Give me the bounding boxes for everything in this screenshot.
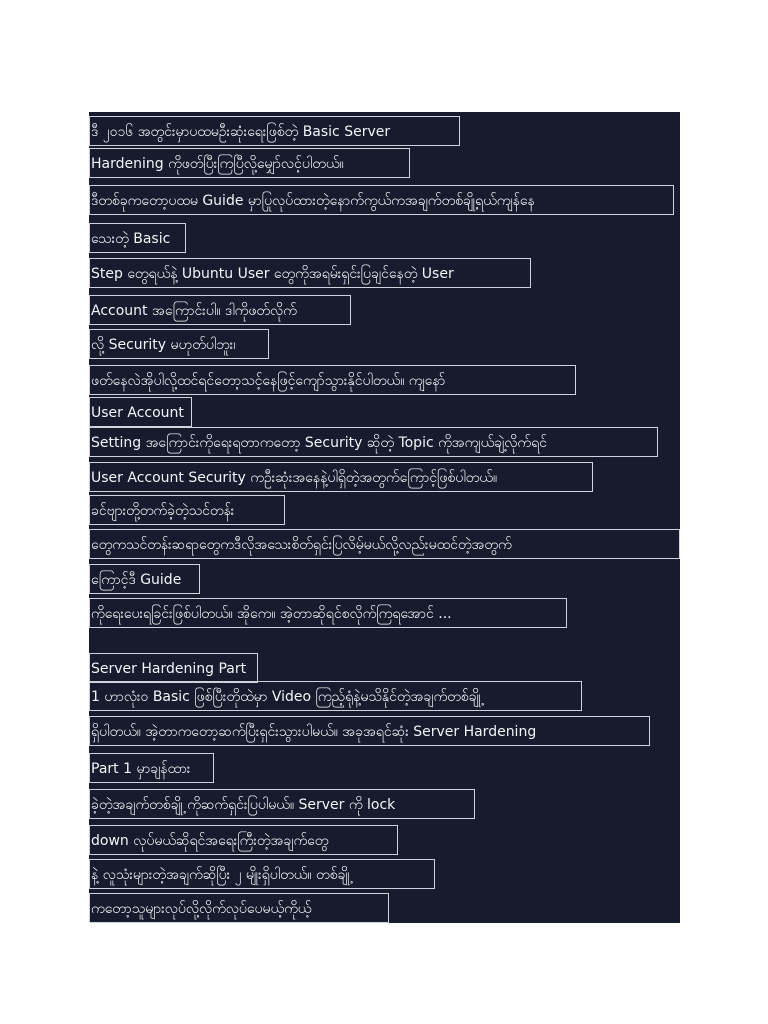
text-line: User Account Security ကဦးဆုံးအနေနဲ့ပါရှိတဲ့အတွက်ကြောင့်ဖြစ်ပါတယ်။ — [89, 462, 593, 492]
text-line: Setting အကြောင်းကိုရေးရတာကတော့ Security ဆိုတဲ့ Topic ကိုအကျယ်ချဲ့လိုက်ရင် — [89, 427, 658, 457]
text-line: လို့ Security မဟုတ်ပါဘူး၊ — [89, 329, 269, 359]
text-line: User Account — [89, 397, 192, 427]
text-line: ကတော့သူများလုပ်လို့လိုက်လုပ်ပေမယ့်ကိုယ့် — [89, 893, 389, 923]
text-line: ဒီ ၂၀၁၆ အတွင်းမှာပထမဦးဆုံးရေးဖြစ်တဲ့ Basic Server — [89, 116, 460, 146]
text-line: down လုပ်မယ်ဆိုရင်အရေးကြီးတဲ့အချက်တွေ — [89, 825, 398, 855]
text-line: ကြောင့်ဒီ Guide — [89, 564, 200, 594]
text-line: Server Hardening Part — [89, 653, 258, 683]
text-line: 1 ဟာလုံး၀ Basic ဖြစ်ပြီးတိုထဲမှာ Video ကြည့်ရုံနဲ့မသိနိုင်တဲ့အချက်တစ်ချို့ — [89, 681, 582, 711]
text-line: ကိုရေးပေးရခြင်းဖြစ်ပါတယ်။ အိုကေ။ အဲ့တာဆိုရင်စလိုက်ကြရအောင် ... — [89, 598, 567, 628]
text-line: သေးတဲ့ Basic — [89, 223, 186, 253]
document-panel — [89, 112, 680, 923]
text-line: ဖတ်နေလဲအိုပါလို့ထင်ရင်တော့သင့်နေဖြင့်ကျော်သွားနိုင်ပါတယ်။ ကျနော် — [89, 365, 576, 395]
text-line: ခဲ့တဲ့အချက်တစ်ချို့ ကိုဆက်ရှင်းပြပါမယ်။ Server ကို lock — [89, 789, 475, 819]
text-line: တွေကသင်တန်းဆရာတွေကဒီလိုအသေးစိတ်ရှင်းပြလိမ့်မယ်လို့လည်းမထင်တဲ့အတွက် — [89, 529, 680, 559]
text-line: Account အကြောင်းပါ။ ဒါကိုဖတ်လိုက် — [89, 295, 351, 325]
text-line: ဒီတစ်ခုကတော့ပထမ Guide မှာပြုလုပ်ထားတဲ့နောက်ကွယ်ကအချက်တစ်ချို့ရယ်ကျန်နေ — [89, 185, 674, 215]
text-line: ရှိပါတယ်။ အဲ့တာကတော့ဆက်ပြီးရှင်းသွားပါမယ်။ အခုအရင်ဆုံး Server Hardening — [89, 716, 650, 746]
text-line: နဲ့ လူသုံးများတဲ့အချက်ဆိုပြီး ၂ မျိုးရှိပါတယ်။ တစ်ချို့ — [89, 859, 435, 889]
text-line: ခင်ဗျားတို့တက်ခဲ့တဲ့သင်တန်း — [89, 495, 285, 525]
text-line: Hardening ကိုဖတ်ပြီးကြပြီလို့မျှော်လင့်ပါတယ်။ — [89, 148, 410, 178]
text-line: Step တွေရယ်နဲ့ Ubuntu User တွေကိုအရမ်းရှင်းပြချင်နေတဲ့ User — [89, 258, 531, 288]
text-line: Part 1 မှာချန်ထား — [89, 753, 214, 783]
